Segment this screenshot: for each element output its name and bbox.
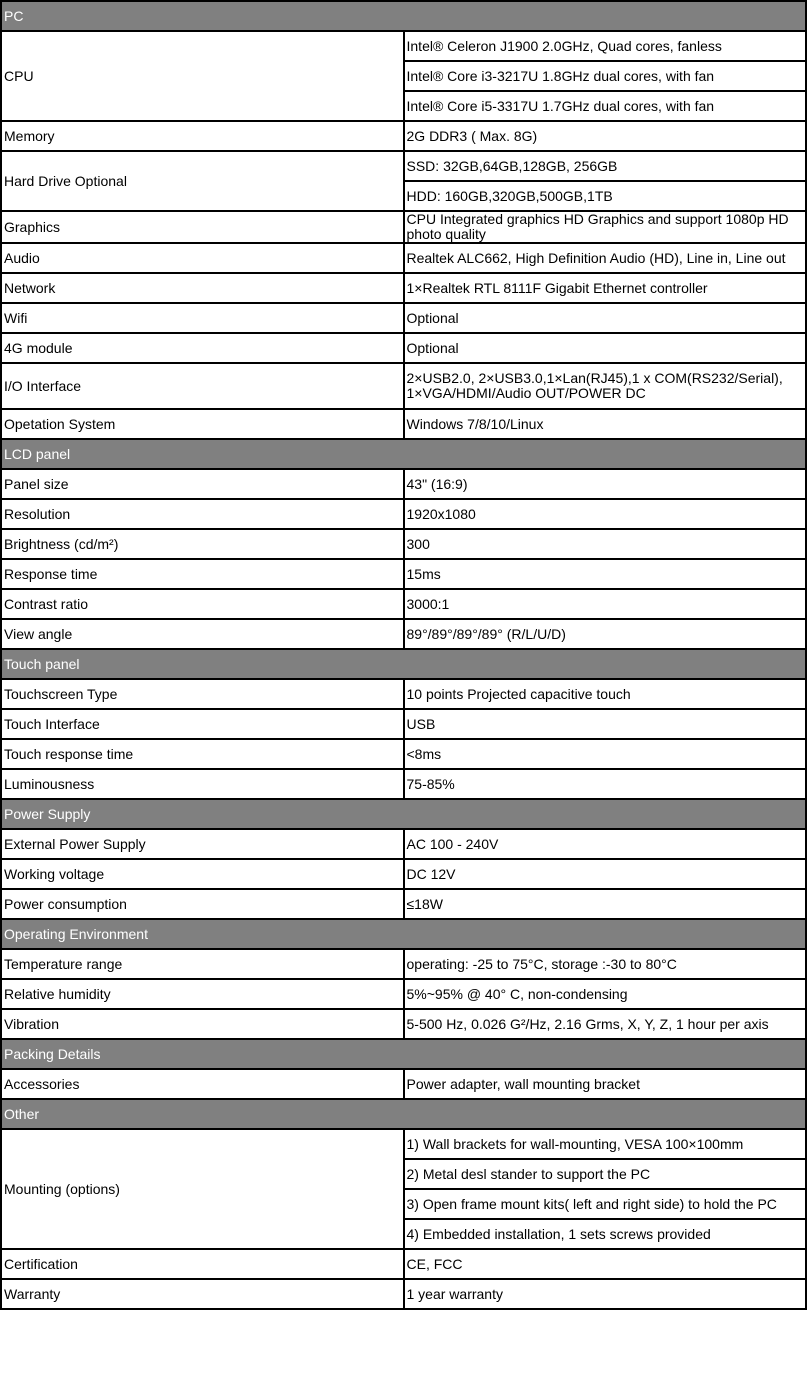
section-header-touch-panel [1,649,806,679]
spec-label: Certification [1,1249,404,1279]
spec-label: Touch response time [1,739,404,769]
spec-label: Hard Drive Optional [1,151,404,211]
spec-value: 1×Realtek RTL 8111F Gigabit Ethernet controller [404,273,807,303]
spec-label: Relative humidity [1,979,404,1009]
spec-value: 1 year warranty [404,1279,807,1309]
spec-row-response-time [1,559,806,589]
spec-value: 43" (16:9) [404,469,807,499]
section-title: PC [1,1,806,31]
spec-row-warranty [1,1279,806,1309]
spec-label: Mounting (options) [1,1129,404,1249]
spec-value: 3) Open frame mount kits( left and right side) to hold the PC [404,1189,807,1219]
spec-label: View angle [1,619,404,649]
section-header-operating-environment [1,919,806,949]
spec-label: Power consumption [1,889,404,919]
spec-value: 5-500 Hz, 0.026 G²/Hz, 2.16 Grms, X, Y, Z, 1 hour per axis [404,1009,807,1039]
spec-label: Resolution [1,499,404,529]
spec-value: Power adapter, wall mounting bracket [404,1069,807,1099]
spec-value: Intel® Celeron J1900 2.0GHz, Quad cores, fanless [404,31,807,61]
spec-row-contrast-ratio [1,589,806,619]
spec-value: 2×USB2.0, 2×USB3.0,1×Lan(RJ45),1 x COM(RS232/Serial), 1×VGA/HDMI/Audio OUT/POWER DC [404,363,807,409]
spec-row-opetation-system [1,409,806,439]
section-title: Other [1,1099,806,1129]
spec-value: 1920x1080 [404,499,807,529]
spec-row-relative-humidity [1,979,806,1009]
spec-value: AC 100 - 240V [404,829,807,859]
spec-value: USB [404,709,807,739]
spec-row-touch-response-time [1,739,806,769]
spec-label: Temperature range [1,949,404,979]
spec-row-4g-module [1,333,806,363]
spec-value: operating: -25 to 75°C, storage :-30 to 80°C [404,949,807,979]
spec-label: Contrast ratio [1,589,404,619]
spec-label: Vibration [1,1009,404,1039]
spec-value: 5%~95% @ 40° C, non-condensing [404,979,807,1009]
spec-label: Accessories [1,1069,404,1099]
spec-label: Response time [1,559,404,589]
spec-value: CPU Integrated graphics HD Graphics and support 1080p HD photo quality [404,211,807,243]
spec-label: Brightness (cd/m²) [1,529,404,559]
spec-row-memory [1,121,806,151]
section-header-pc [1,1,806,31]
spec-row-panel-size [1,469,806,499]
spec-row-mounting-options [1,1129,806,1159]
spec-label: 4G module [1,333,404,363]
spec-value: ≤18W [404,889,807,919]
spec-row-wifi [1,303,806,333]
spec-value: 15ms [404,559,807,589]
section-title: Touch panel [1,649,806,679]
spec-row-certification [1,1249,806,1279]
section-header-lcd-panel [1,439,806,469]
spec-row-accessories [1,1069,806,1099]
spec-value: 10 points Projected capacitive touch [404,679,807,709]
spec-label: I/O Interface [1,363,404,409]
spec-value: Realtek ALC662, High Definition Audio (HD), Line in, Line out [404,243,807,273]
spec-value: 1) Wall brackets for wall-mounting, VESA 100×100mm [404,1129,807,1159]
spec-value: 75-85% [404,769,807,799]
spec-label: Luminousness [1,769,404,799]
spec-label: Audio [1,243,404,273]
spec-row-brightness-cd-m [1,529,806,559]
spec-label: External Power Supply [1,829,404,859]
spec-value: Optional [404,303,807,333]
spec-label: Graphics [1,211,404,243]
spec-label: Touch Interface [1,709,404,739]
spec-value: 2) Metal desl stander to support the PC [404,1159,807,1189]
section-header-packing-details [1,1039,806,1069]
spec-row-network [1,273,806,303]
spec-value: 300 [404,529,807,559]
section-title: Packing Details [1,1039,806,1069]
spec-value: 89°/89°/89°/89° (R/L/U/D) [404,619,807,649]
spec-row-external-power-supply [1,829,806,859]
spec-value: HDD: 160GB,320GB,500GB,1TB [404,181,807,211]
spec-value: Windows 7/8/10/Linux [404,409,807,439]
spec-value: Intel® Core i5-3317U 1.7GHz dual cores, with fan [404,91,807,121]
spec-label: Wifi [1,303,404,333]
spec-label: Network [1,273,404,303]
spec-row-power-consumption [1,889,806,919]
spec-row-graphics [1,211,806,243]
spec-row-luminousness [1,769,806,799]
spec-label: Memory [1,121,404,151]
spec-row-vibration [1,1009,806,1039]
spec-value: DC 12V [404,859,807,889]
spec-row-view-angle [1,619,806,649]
section-title: Power Supply [1,799,806,829]
spec-value: SSD: 32GB,64GB,128GB, 256GB [404,151,807,181]
spec-row-audio [1,243,806,273]
spec-label: Warranty [1,1279,404,1309]
spec-value: CE, FCC [404,1249,807,1279]
section-title: Operating Environment [1,919,806,949]
section-header-other [1,1099,806,1129]
spec-row-temperature-range [1,949,806,979]
spec-row-touchscreen-type [1,679,806,709]
spec-value: Intel® Core i3-3217U 1.8GHz dual cores, with fan [404,61,807,91]
spec-label: Panel size [1,469,404,499]
spec-value: Optional [404,333,807,363]
spec-table-body [1,1,806,1309]
spec-value: 4) Embedded installation, 1 sets screws provided [404,1219,807,1249]
section-title: LCD panel [1,439,806,469]
spec-label: Working voltage [1,859,404,889]
spec-row-resolution [1,499,806,529]
spec-row-working-voltage [1,859,806,889]
spec-label: Opetation System [1,409,404,439]
spec-row-i-o-interface [1,363,806,409]
spec-label: Touchscreen Type [1,679,404,709]
spec-row-hard-drive-optional [1,151,806,181]
spec-row-cpu [1,31,806,61]
spec-value: <8ms [404,739,807,769]
spec-label: CPU [1,31,404,121]
spec-value: 3000:1 [404,589,807,619]
section-header-power-supply [1,799,806,829]
spec-value: 2G DDR3 ( Max. 8G) [404,121,807,151]
spec-row-touch-interface [1,709,806,739]
